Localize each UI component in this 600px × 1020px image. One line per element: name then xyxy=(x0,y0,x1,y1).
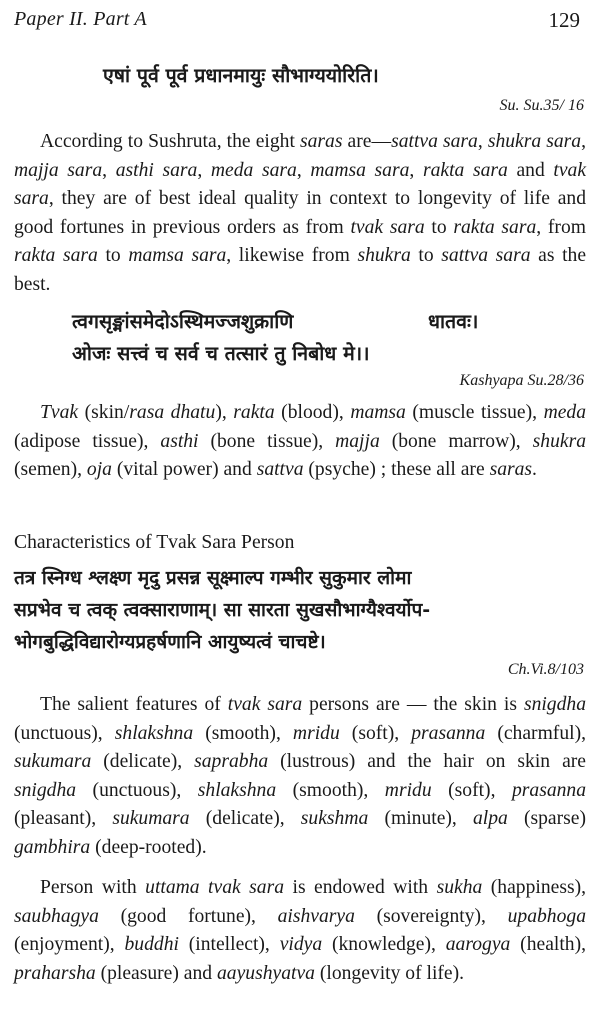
italic-term: aayushyatva xyxy=(217,962,315,984)
italic-term: uttama tvak sara xyxy=(145,877,285,898)
paragraph-text: (skin/ xyxy=(78,402,130,423)
italic-term: vidya xyxy=(279,934,323,956)
italic-term: sukshma xyxy=(300,808,369,830)
italic-term: mamsa xyxy=(350,402,406,423)
paragraph-text: (soft), xyxy=(431,779,512,801)
page-header xyxy=(14,8,586,36)
page-number: 129 xyxy=(548,8,580,32)
verse-3-reference: Ch.Vi.8/103 xyxy=(507,661,584,678)
sanskrit-verse-2-line-1-end: धातवः। xyxy=(428,310,479,333)
italic-term: tvak sara xyxy=(227,694,303,715)
paragraph-text: to xyxy=(410,245,442,267)
running-head: Paper II. Part A xyxy=(14,8,147,30)
italic-term: aarogya xyxy=(445,934,511,956)
paragraph-text: . xyxy=(532,459,537,481)
paragraph-text: , xyxy=(581,131,587,152)
sanskrit-verse-2-line-2: ओजः सत्त्वं च सर्व च तत्सारं तु निबोध मे।। xyxy=(72,342,370,365)
sanskrit-verse-3-line-2: सप्रभेव च त्वक् त्वक्साराणाम्। सा सारता सुखसौभाग्यैश्वर्योप- xyxy=(14,599,431,621)
paragraph-salient-features xyxy=(14,691,586,863)
italic-term: mamsa sara xyxy=(128,245,227,267)
italic-term: tvak sara xyxy=(14,159,587,210)
italic-term: majja xyxy=(335,430,380,452)
italic-term: sukha xyxy=(436,877,483,898)
verse-2-reference: Kashyapa Su.28/36 xyxy=(459,372,584,389)
section-heading: Characteristics of Tvak Sara Person xyxy=(14,532,295,553)
italic-term: saras xyxy=(489,459,533,481)
italic-term: sukumara xyxy=(14,751,92,773)
paragraph-text: (charmful), xyxy=(485,722,586,744)
italic-term: shlakshna xyxy=(197,779,277,801)
paragraph-text: as the best. xyxy=(14,245,587,295)
verse-1-reference: Su. Su.35/ 16 xyxy=(499,97,584,114)
paragraph-text: According to Sushruta, the eight xyxy=(40,131,300,152)
paragraph-text: (happiness), xyxy=(482,877,587,898)
italic-term: asthi xyxy=(160,430,199,452)
paragraph-text: , they are of best ideal quality in context to longevity of life and good fortunes in previous orders as from xyxy=(14,188,586,238)
paragraph-text: (muscle tissue), xyxy=(405,402,544,423)
sanskrit-verse-1: एषां पूर्व पूर्व प्रधानमायुः सौभाग्ययोरिति। xyxy=(103,64,379,87)
italic-term: meda xyxy=(543,402,587,423)
paragraph-text: to xyxy=(424,216,454,238)
paragraph-text: (pleasure) and xyxy=(95,962,217,984)
italic-term: buddhi xyxy=(124,934,179,956)
paragraph-text: (sovereignty), xyxy=(354,905,508,927)
italic-term: rakta sara xyxy=(422,159,508,181)
paragraph-text: , likewise from xyxy=(226,245,358,267)
italic-term: rakta sara xyxy=(14,245,98,267)
paragraph-text: (minute), xyxy=(368,808,473,830)
italic-term: upabhoga xyxy=(507,905,586,927)
paragraph-text: (smooth), xyxy=(193,722,293,744)
italic-term: Tvak xyxy=(40,402,79,423)
paragraph-text: (psyche) ; these all are xyxy=(303,459,490,481)
paragraph-text: (blood), xyxy=(274,402,351,423)
italic-term: saubhagya xyxy=(14,905,99,927)
sanskrit-verse-3-line-1: तत्र स्निग्ध श्लक्ष्ण मृदु प्रसन्न सूक्ष्माल्प गम्भीर सुकुमार लोमा xyxy=(14,567,412,589)
italic-term: oja xyxy=(86,459,112,481)
italic-term: aishvarya xyxy=(277,905,355,927)
paragraph-dhatu-list xyxy=(14,399,586,485)
italic-term: meda sara xyxy=(210,159,297,181)
italic-term: shukra xyxy=(532,430,586,452)
paragraph-text: , xyxy=(477,131,488,152)
paragraph-text: The salient features of xyxy=(40,694,228,715)
italic-term: snigdha xyxy=(523,694,586,715)
paragraph-text: , xyxy=(102,159,116,181)
paragraph-text: , from xyxy=(536,216,586,238)
paragraph-text: (enjoyment), xyxy=(14,934,125,956)
paragraph-uttama-tvak-sara xyxy=(14,874,586,988)
italic-term: shukra xyxy=(357,245,411,267)
sanskrit-verse-2-line-1: त्वगसृङ्मांसमेदोऽस्थिमज्जशुक्राणि xyxy=(72,310,294,333)
paragraph-text: persons are — the skin is xyxy=(302,694,524,715)
paragraph-text: is endowed with xyxy=(284,877,437,898)
sanskrit-verse-3-line-3: भोगबुद्धिविद्यारोग्यप्रहर्षणानि आयुष्यत्वं चाचष्टे। xyxy=(14,631,326,653)
italic-term: asthi sara xyxy=(115,159,198,181)
paragraph-text: (delicate), xyxy=(91,751,195,773)
italic-term: mridu xyxy=(384,779,432,801)
italic-term: sattva xyxy=(256,459,304,481)
paragraph-text: (vital power) and xyxy=(111,459,257,481)
italic-term: alpa xyxy=(472,808,508,830)
italic-term: rakta xyxy=(233,402,275,423)
italic-term: prasanna xyxy=(511,779,587,801)
paragraph-text: (health), xyxy=(510,934,586,956)
italic-term: praharsha xyxy=(14,962,96,984)
italic-term: sukumara xyxy=(112,808,190,830)
paragraph-text: ), xyxy=(215,402,234,423)
italic-term: snigdha xyxy=(14,779,77,801)
paragraph-text: (intellect), xyxy=(178,934,280,956)
italic-term: sattva sara xyxy=(441,245,531,267)
italic-term: gambhira xyxy=(14,836,91,858)
paragraph-text: (deep-rooted). xyxy=(90,836,207,858)
paragraph-text: (longevity of life). xyxy=(314,962,465,984)
paragraph-text: (knowledge), xyxy=(322,934,446,956)
paragraph-text: Person with xyxy=(40,877,146,898)
italic-term: mamsa sara xyxy=(310,159,410,181)
italic-term: rakta sara xyxy=(453,216,537,238)
paragraph-text: (semen), xyxy=(14,459,87,481)
paragraph-text: (bone marrow), xyxy=(379,430,533,452)
paragraph-text: (adipose tissue), xyxy=(14,430,161,452)
italic-term: rasa dhatu xyxy=(129,402,216,423)
italic-term: saprabha xyxy=(194,751,269,773)
paragraph-text: (lustrous) and the hair on skin are xyxy=(268,751,586,773)
italic-term: mridu xyxy=(292,722,340,744)
paragraph-text: and xyxy=(507,159,554,181)
paragraph-text: to xyxy=(97,245,129,267)
paragraph-text: (smooth), xyxy=(276,779,385,801)
italic-term: sattva sara xyxy=(391,131,478,152)
paragraph-text: are— xyxy=(342,131,392,152)
italic-term: saras xyxy=(299,131,343,152)
paragraph-text: , xyxy=(409,159,423,181)
paragraph-text: (soft), xyxy=(339,722,412,744)
italic-term: tvak sara xyxy=(350,216,425,238)
paragraph-text: , xyxy=(296,159,311,181)
italic-term: prasanna xyxy=(411,722,486,744)
italic-term: majja sara xyxy=(14,159,103,181)
paragraph-text: (delicate), xyxy=(189,808,301,830)
paragraph-text: , xyxy=(197,159,211,181)
italic-term: shukra sara xyxy=(487,131,582,152)
italic-term: shlakshna xyxy=(114,722,194,744)
paragraph-text: (sparse) xyxy=(507,808,586,830)
paragraph-text: (bone tissue), xyxy=(198,430,336,452)
paragraph-text: (pleasant), xyxy=(14,808,113,830)
paragraph-text: (unctuous), xyxy=(14,722,115,744)
paragraph-text: (good fortune), xyxy=(98,905,278,927)
paragraph-sara-order xyxy=(14,128,586,300)
paragraph-text: (unctuous), xyxy=(76,779,198,801)
